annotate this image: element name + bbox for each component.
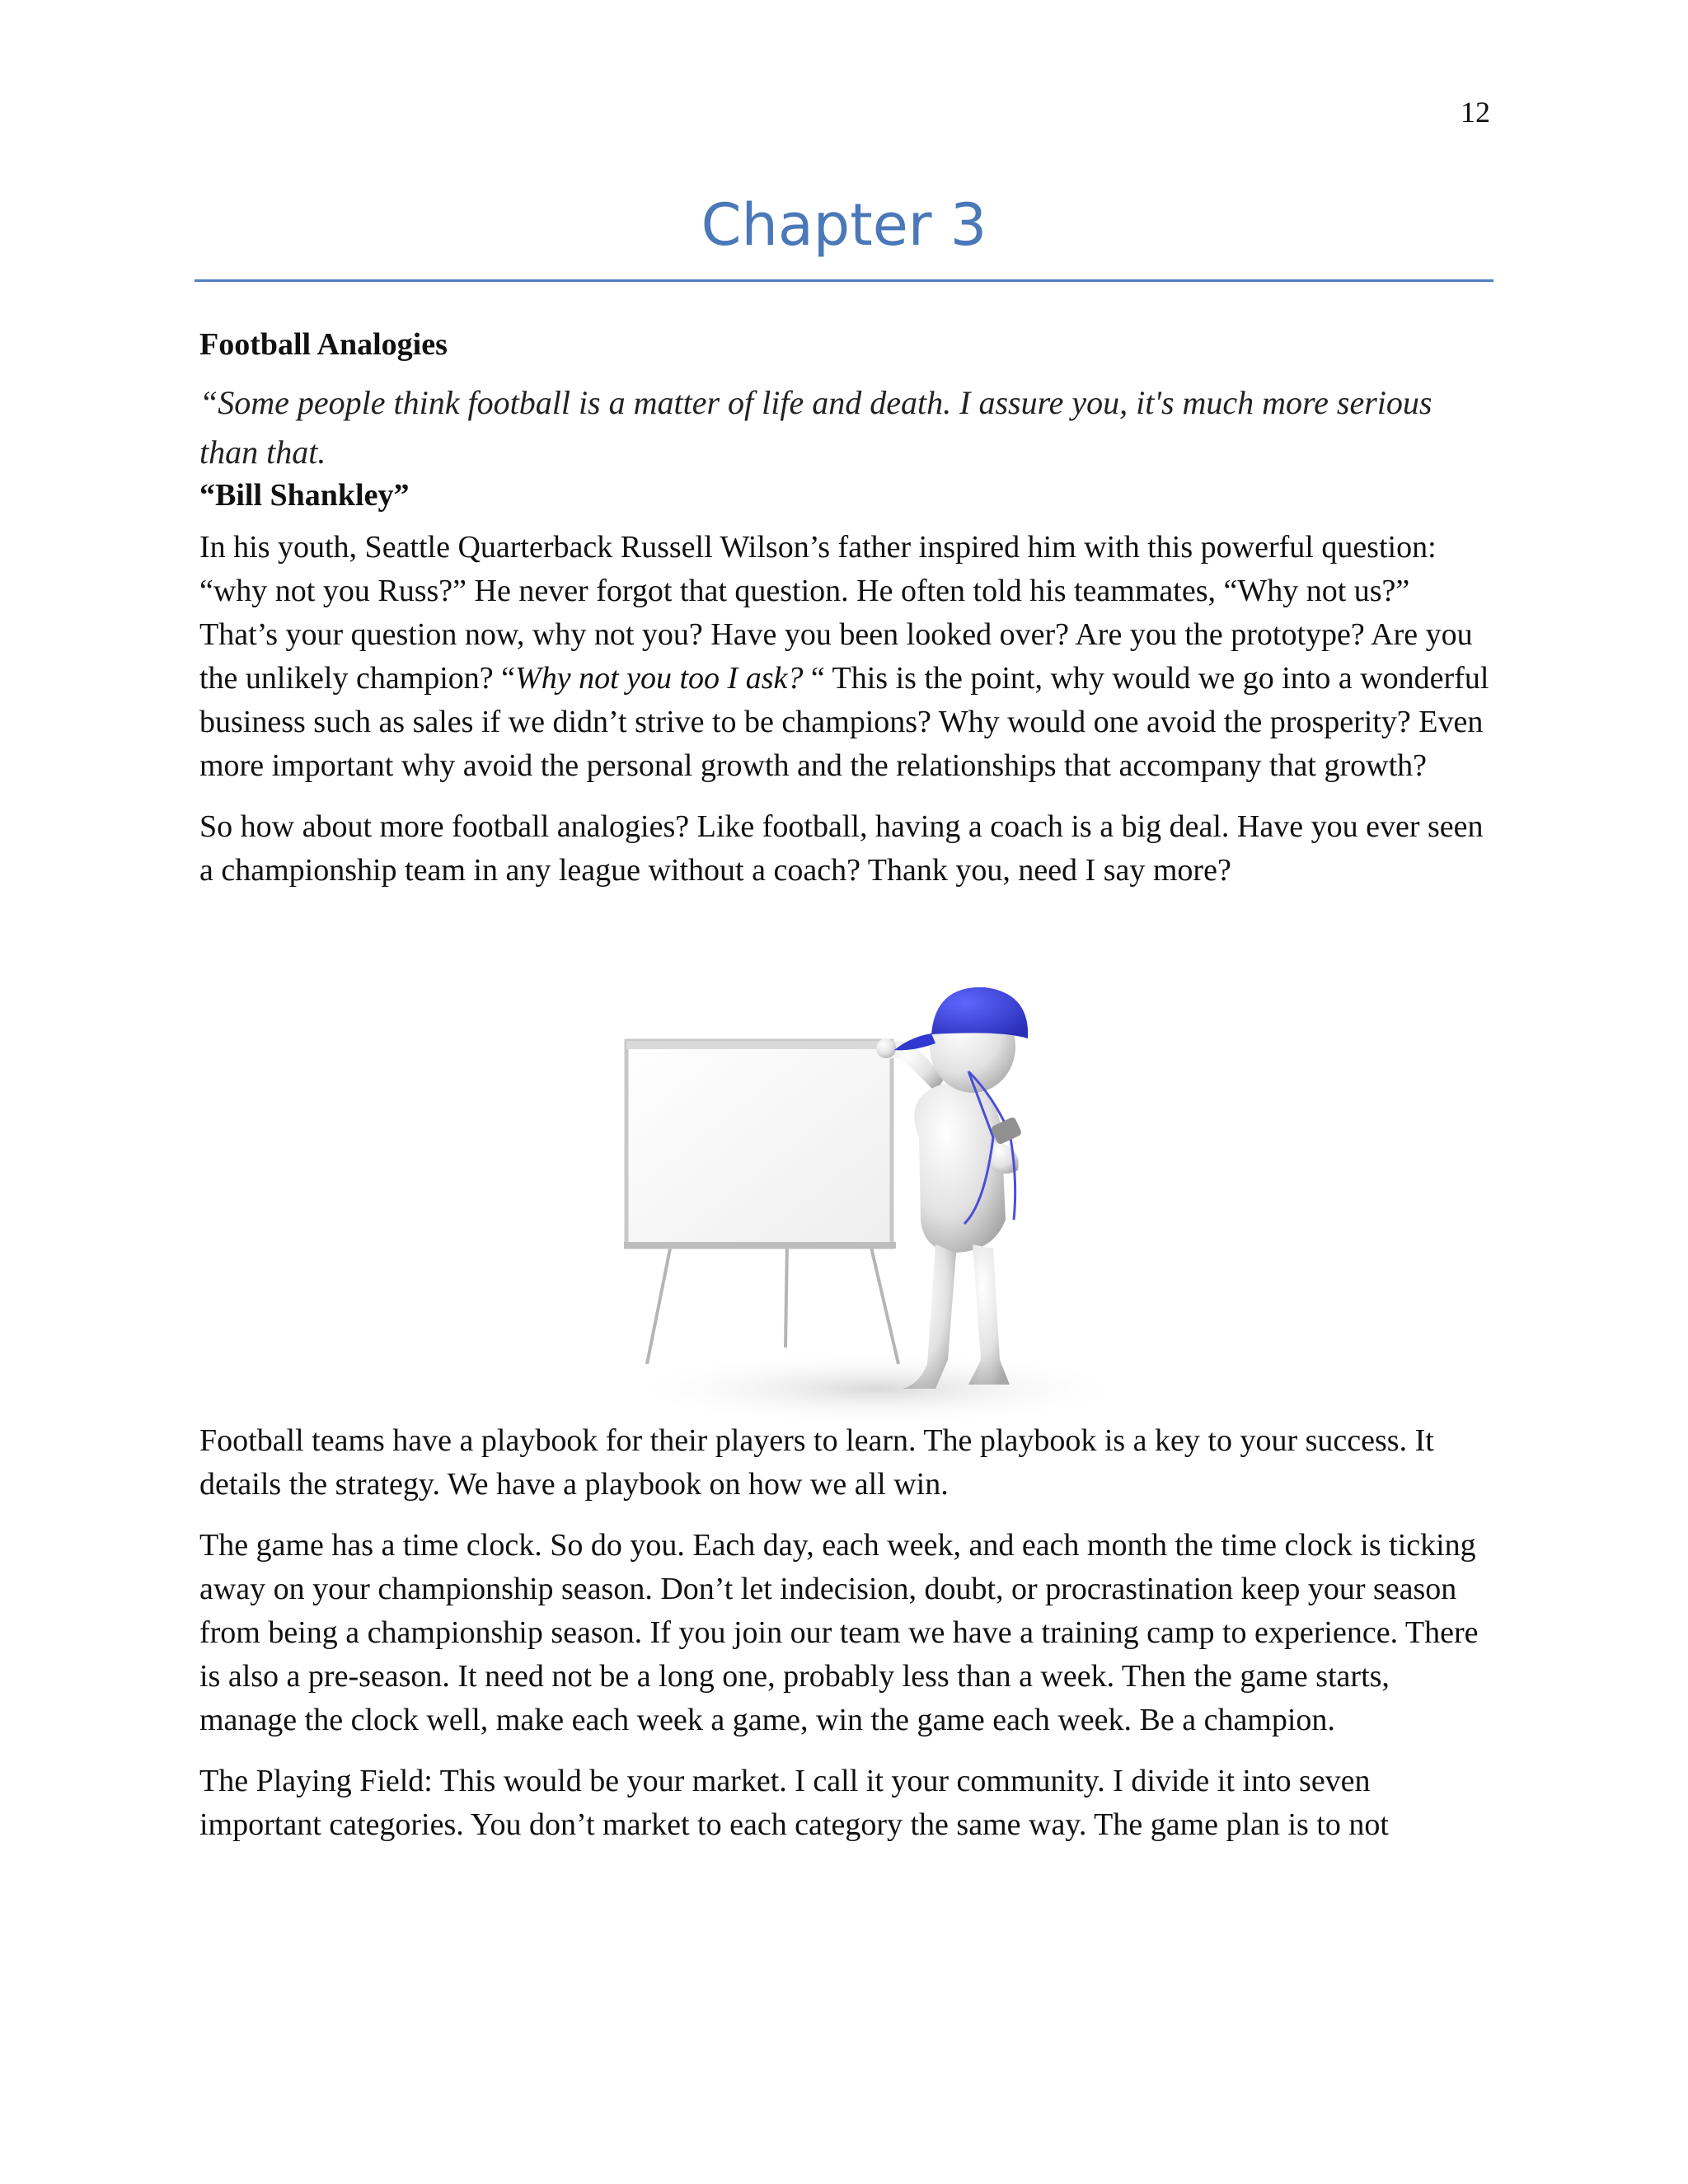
- paragraph-wilson-text-1: In his youth, Seattle Quarterback Russell Wilson’s father inspired him with this powerful question: “why not you Russ?” He never forgot that question. He often told his teammates, “Why not us?” That’s your question now, why not you? Have you been looked over? Are you the prototype? Are you the unlikely champion? “: [199, 530, 1473, 696]
- coach-whiteboard-illustration: [606, 972, 1133, 1430]
- paragraph-coach: So how about more football analogies? Like football, having a coach is a big deal. Have you ever seen a championship team in any league without a coach? Thank you, need I say more?: [199, 809, 1484, 888]
- paragraph-wilson-italic: Why not you too I ask?: [515, 661, 804, 696]
- paragraph-wilson: [199, 526, 1493, 788]
- coach-figure: [876, 987, 1028, 1389]
- paragraph-wilson-text-2: “ This is the point, why would we go into a wonderful business such as sales if we didn’t strive to be champions? Why would one avoid the prosperity? Even more important why avoid the personal growth and the relationships that accompany that growth?: [199, 661, 1489, 783]
- section-top: [199, 323, 1493, 893]
- chapter-title: Chapter 3: [701, 191, 987, 259]
- paragraph-time-clock: The game has a time clock. So do you. Each day, each week, and each month the time clock is ticking away on your championship season. Don’t let indecision, doubt, or procrastination keep your season from being a championship season. If you join our team we have a training camp to experience. There is also a pre-season. It need not be a long one, probably less than a week. Then the game starts, manage the clock well, make each week a game, win the game each week. Be a champion.: [199, 1528, 1479, 1737]
- section-bottom: [199, 1419, 1493, 1847]
- epigraph-quote: “Some people think football is a matter of life and death. I assure you, it's much more serious than that.: [199, 384, 1432, 471]
- floor-shadow: [622, 1352, 1133, 1426]
- title-divider: [195, 279, 1493, 282]
- page-number: 12: [1461, 96, 1490, 129]
- easel-legs: [647, 1240, 898, 1364]
- paragraph-playbook: Football teams have a playbook for their players to learn. The playbook is a key to your success. It details the strategy. We have a playbook on how we all win.: [199, 1423, 1434, 1502]
- paragraph-playing-field: The Playing Field: This would be your market. I call it your community. I divide it into seven important categories. You don’t market to each category the same way. The game plan is to not: [199, 1764, 1389, 1842]
- epigraph-author: “Bill Shankley”: [199, 478, 410, 513]
- whiteboard: [624, 1041, 896, 1249]
- section-heading: Football Analogies: [199, 327, 448, 362]
